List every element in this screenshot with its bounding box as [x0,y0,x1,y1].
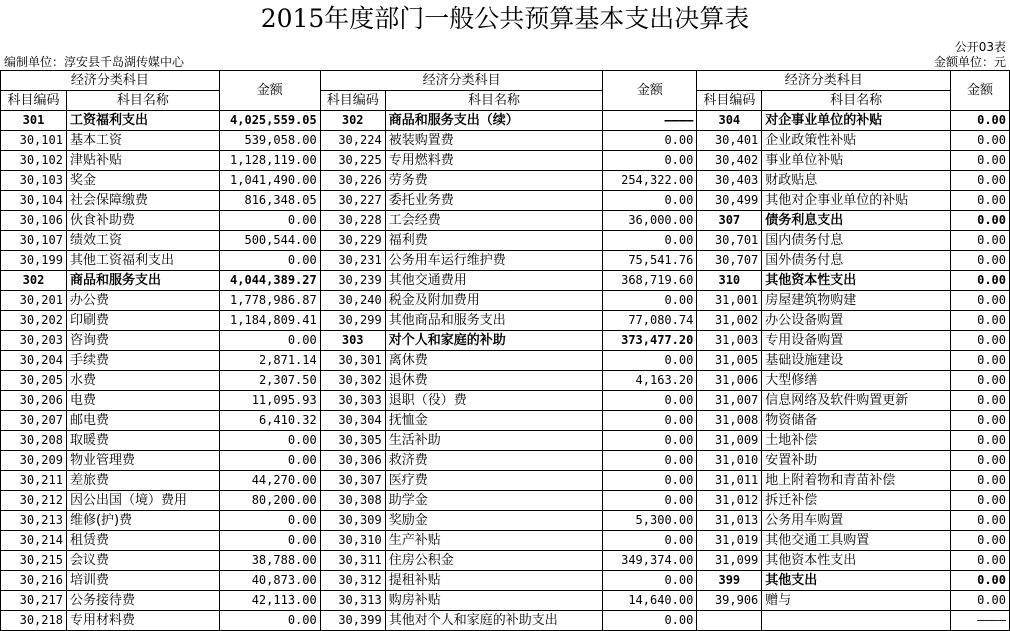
account-code-cell: 30,309 [320,511,385,531]
amount-cell: 0.00 [603,611,697,631]
account-code-cell: 30,302 [320,371,385,391]
account-code-cell: 30,203 [1,331,67,351]
account-code-cell: 31,006 [697,371,762,391]
header-amount-2: 金额 [603,71,697,111]
amount-cell: 0.00 [951,171,1010,191]
amount-cell: 373,477.20 [603,331,697,351]
account-name-cell: 土地补偿 [762,431,951,451]
amount-cell: 0.00 [951,511,1010,531]
account-code-cell: 30,707 [697,251,762,271]
account-name-cell: 企业政策性补贴 [762,131,951,151]
header-code-1: 科目编码 [1,91,67,111]
account-name-cell: 水费 [66,371,219,391]
account-name-cell: 生活补助 [385,431,603,451]
amount-cell: 0.00 [603,131,697,151]
amount-cell: 1,184,809.41 [219,311,320,331]
header-name-2: 科目名称 [385,91,603,111]
amount-cell: 0.00 [219,251,320,271]
amount-cell: 0.00 [951,111,1010,131]
account-code-cell: 30,239 [320,271,385,291]
account-name-cell: 其他交通工具购置 [762,531,951,551]
account-name-cell: 因公出国（境）费用 [66,491,219,511]
table-row [1,151,1010,171]
account-code-cell: 30,103 [1,171,67,191]
amount-cell: 0.00 [603,351,697,371]
amount-cell: ———— [951,611,1010,631]
account-name-cell: 津贴补贴 [66,151,219,171]
header-code-3: 科目编码 [697,91,762,111]
table-row [1,371,1010,391]
amount-cell: 40,873.00 [219,571,320,591]
amount-cell: 0.00 [603,291,697,311]
account-name-cell: 基本工资 [66,131,219,151]
account-name-cell: 事业单位补贴 [762,151,951,171]
account-name-cell: 福利费 [385,231,603,251]
account-code-cell: 30,225 [320,151,385,171]
account-name-cell: 其他对个人和家庭的补助支出 [385,611,603,631]
amount-cell: 0.00 [603,471,697,491]
account-code-cell: 30,208 [1,431,67,451]
amount-cell: 349,374.00 [603,551,697,571]
account-code-cell: 31,011 [697,471,762,491]
amount-cell: 0.00 [951,371,1010,391]
account-code-cell: 30,228 [320,211,385,231]
table-row [1,331,1010,351]
header-category-3: 经济分类科目 [697,71,951,91]
amount-cell: 38,788.00 [219,551,320,571]
amount-cell: 0.00 [951,551,1010,571]
account-code-cell: 31,019 [697,531,762,551]
table-row [1,411,1010,431]
amount-cell: 0.00 [603,231,697,251]
form-number: 公开03表 [954,40,1006,54]
amount-cell: ———— [603,111,697,131]
account-code-cell: 30,299 [320,311,385,331]
account-code-cell: 31,008 [697,411,762,431]
amount-cell: 0.00 [603,571,697,591]
account-code-cell [697,611,762,631]
table-row [1,231,1010,251]
account-name-cell: 办公设备购置 [762,311,951,331]
table-row [1,131,1010,151]
amount-cell: 6,410.32 [219,411,320,431]
amount-cell: 4,044,389.27 [219,271,320,291]
account-code-cell: 30,311 [320,551,385,571]
account-name-cell: 委托业务费 [385,191,603,211]
account-name-cell: 国内债务付息 [762,231,951,251]
table-row [1,271,1010,291]
account-name-cell: 公务接待费 [66,591,219,611]
account-code-cell: 302 [1,271,67,291]
account-name-cell: 退休费 [385,371,603,391]
account-name-cell: 基础设施建设 [762,351,951,371]
account-name-cell: 财政贴息 [762,171,951,191]
account-name-cell: 购房补贴 [385,591,603,611]
amount-cell: 539,058.00 [219,131,320,151]
table-row [1,431,1010,451]
account-name-cell: 差旅费 [66,471,219,491]
amount-cell: 0.00 [951,311,1010,331]
account-name-cell: 其他支出 [762,571,951,591]
amount-cell: 0.00 [603,431,697,451]
account-name-cell: 生产补贴 [385,531,603,551]
amount-cell: 5,300.00 [603,511,697,531]
table-row [1,491,1010,511]
account-code-cell: 30,205 [1,371,67,391]
header-amount-1: 金额 [219,71,320,111]
account-name-cell: 住房公积金 [385,551,603,571]
account-name-cell: 专用燃料费 [385,151,603,171]
account-name-cell: 债务利息支出 [762,211,951,231]
account-name-cell: 离休费 [385,351,603,371]
account-name-cell: 公务用车购置 [762,511,951,531]
amount-cell: 500,544.00 [219,231,320,251]
account-code-cell: 30,227 [320,191,385,211]
amount-cell: 0.00 [951,471,1010,491]
account-name-cell: 提租补贴 [385,571,603,591]
account-code-cell: 30,201 [1,291,67,311]
amount-cell: 0.00 [603,411,697,431]
amount-cell: 0.00 [951,291,1010,311]
amount-cell: 1,128,119.00 [219,151,320,171]
amount-cell: 0.00 [951,571,1010,591]
table-row [1,551,1010,571]
account-code-cell: 30,399 [320,611,385,631]
account-code-cell: 30,301 [320,351,385,371]
account-name-cell: 绩效工资 [66,231,219,251]
table-row [1,191,1010,211]
amount-cell: 0.00 [219,531,320,551]
account-name-cell: 印刷费 [66,311,219,331]
account-code-cell: 30,307 [320,471,385,491]
account-code-cell: 30,403 [697,171,762,191]
account-name-cell: 退职（役）费 [385,391,603,411]
account-code-cell: 30,303 [320,391,385,411]
amount-cell: 1,778,986.87 [219,291,320,311]
header-category-2: 经济分类科目 [320,71,603,91]
account-name-cell: 其他商品和服务支出 [385,311,603,331]
account-name-cell: 房屋建筑物购建 [762,291,951,311]
account-name-cell: 其他交通费用 [385,271,603,291]
account-name-cell: 奖励金 [385,511,603,531]
account-code-cell: 30,312 [320,571,385,591]
amount-cell: 0.00 [219,451,320,471]
amount-cell: 0.00 [951,431,1010,451]
account-name-cell: 取暖费 [66,431,219,451]
amount-cell: 0.00 [951,411,1010,431]
amount-cell: 36,000.00 [603,211,697,231]
account-name-cell: 公务用车运行维护费 [385,251,603,271]
account-name-cell: 邮电费 [66,411,219,431]
amount-cell: 0.00 [951,351,1010,371]
amount-cell: 2,307.50 [219,371,320,391]
account-name-cell: 国外债务付息 [762,251,951,271]
table-row [1,251,1010,271]
account-code-cell: 30,214 [1,531,67,551]
amount-cell: 0.00 [951,151,1010,171]
account-name-cell: 劳务费 [385,171,603,191]
account-name-cell: 商品和服务支出（续） [385,111,603,131]
table-row [1,391,1010,411]
account-name-cell: 拆迁补偿 [762,491,951,511]
account-code-cell: 304 [697,111,762,131]
amount-cell: 0.00 [951,211,1010,231]
amount-cell: 0.00 [219,211,320,231]
account-code-cell: 31,013 [697,511,762,531]
account-name-cell: 助学金 [385,491,603,511]
account-name-cell: 专用设备购置 [762,331,951,351]
account-name-cell: 医疗费 [385,471,603,491]
amount-cell: 368,719.60 [603,271,697,291]
table-row [1,311,1010,331]
account-name-cell: 奖金 [66,171,219,191]
account-name-cell: 手续费 [66,351,219,371]
account-code-cell: 31,002 [697,311,762,331]
currency-unit: 金额单位：元 [933,55,1006,69]
account-code-cell: 30,701 [697,231,762,251]
account-code-cell: 307 [697,211,762,231]
account-code-cell: 30,402 [697,151,762,171]
account-code-cell: 30,216 [1,571,67,591]
account-code-cell: 39,906 [697,591,762,611]
account-name-cell: 工资福利支出 [66,111,219,131]
amount-cell: 816,348.05 [219,191,320,211]
table-row [1,291,1010,311]
amount-cell: 44,270.00 [219,471,320,491]
account-code-cell: 30,224 [320,131,385,151]
account-code-cell: 30,306 [320,451,385,471]
amount-cell: 77,080.74 [603,311,697,331]
amount-cell: 0.00 [603,491,697,511]
account-code-cell: 31,007 [697,391,762,411]
account-name-cell [762,611,951,631]
amount-cell: 14,640.00 [603,591,697,611]
amount-cell: 0.00 [951,591,1010,611]
account-name-cell: 租赁费 [66,531,219,551]
account-name-cell: 社会保障缴费 [66,191,219,211]
account-code-cell: 30,107 [1,231,67,251]
table-row [1,531,1010,551]
account-code-cell: 31,005 [697,351,762,371]
account-code-cell: 30,204 [1,351,67,371]
account-code-cell: 30,226 [320,171,385,191]
account-name-cell: 赠与 [762,591,951,611]
amount-cell: 0.00 [219,611,320,631]
account-code-cell: 30,104 [1,191,67,211]
amount-cell: 0.00 [951,231,1010,251]
amount-cell: 254,322.00 [603,171,697,191]
account-code-cell: 31,009 [697,431,762,451]
amount-cell: 42,113.00 [219,591,320,611]
account-name-cell: 维修(护)费 [66,511,219,531]
account-name-cell: 其他对企事业单位的补贴 [762,191,951,211]
amount-cell: 80,200.00 [219,491,320,511]
account-code-cell: 30,106 [1,211,67,231]
amount-cell: 0.00 [603,531,697,551]
account-code-cell: 310 [697,271,762,291]
account-name-cell: 其他资本性支出 [762,551,951,571]
header-name-1: 科目名称 [66,91,219,111]
account-name-cell: 大型修缮 [762,371,951,391]
account-name-cell: 其他工资福利支出 [66,251,219,271]
amount-cell: 0.00 [219,331,320,351]
account-code-cell: 30,499 [697,191,762,211]
account-code-cell: 399 [697,571,762,591]
account-code-cell: 30,240 [320,291,385,311]
header-name-3: 科目名称 [762,91,951,111]
amount-cell: 0.00 [603,451,697,471]
amount-cell: 0.00 [951,271,1010,291]
amount-cell: 0.00 [603,391,697,411]
account-code-cell: 30,101 [1,131,67,151]
account-code-cell: 30,213 [1,511,67,531]
account-code-cell: 30,231 [320,251,385,271]
account-name-cell: 工会经费 [385,211,603,231]
table-row [1,611,1010,631]
account-code-cell: 30,304 [320,411,385,431]
account-code-cell: 31,001 [697,291,762,311]
header-amount-3: 金额 [951,71,1010,111]
amount-cell: 0.00 [951,331,1010,351]
table-row [1,171,1010,191]
account-code-cell: 30,202 [1,311,67,331]
account-name-cell: 安置补助 [762,451,951,471]
account-name-cell: 咨询费 [66,331,219,351]
amount-cell: 0.00 [603,151,697,171]
amount-cell: 1,041,490.00 [219,171,320,191]
account-code-cell: 30,199 [1,251,67,271]
account-code-cell: 30,217 [1,591,67,611]
amount-cell: 0.00 [951,531,1010,551]
page-title: 2015年度部门一般公共预算基本支出决算表 [260,4,750,33]
account-name-cell: 物资储备 [762,411,951,431]
account-name-cell: 对企事业单位的补贴 [762,111,951,131]
amount-cell: 11,095.93 [219,391,320,411]
account-code-cell: 30,308 [320,491,385,511]
amount-cell: 0.00 [951,391,1010,411]
account-code-cell: 30,305 [320,431,385,451]
account-code-cell: 30,218 [1,611,67,631]
account-name-cell: 伙食补助费 [66,211,219,231]
account-name-cell: 电费 [66,391,219,411]
account-name-cell: 会议费 [66,551,219,571]
table-row [1,111,1010,131]
amount-cell: 4,025,559.05 [219,111,320,131]
amount-cell: 0.00 [951,131,1010,151]
account-code-cell: 30,215 [1,551,67,571]
account-name-cell: 地上附着物和青苗补偿 [762,471,951,491]
account-name-cell: 其他资本性支出 [762,271,951,291]
account-name-cell: 商品和服务支出 [66,271,219,291]
header-code-2: 科目编码 [320,91,385,111]
table-row [1,591,1010,611]
account-name-cell: 专用材料费 [66,611,219,631]
account-name-cell: 培训费 [66,571,219,591]
account-code-cell: 30,207 [1,411,67,431]
account-code-cell: 31,003 [697,331,762,351]
table-row [1,451,1010,471]
amount-cell: 4,163.20 [603,371,697,391]
account-code-cell: 301 [1,111,67,131]
account-name-cell: 信息网络及软件购置更新 [762,391,951,411]
table-row [1,571,1010,591]
table-row [1,211,1010,231]
account-name-cell: 税金及附加费用 [385,291,603,311]
account-name-cell: 抚恤金 [385,411,603,431]
account-code-cell: 30,310 [320,531,385,551]
account-code-cell: 31,099 [697,551,762,571]
table-row [1,511,1010,531]
account-name-cell: 对个人和家庭的补助 [385,331,603,351]
account-name-cell: 救济费 [385,451,603,471]
account-code-cell: 30,209 [1,451,67,471]
header-category-1: 经济分类科目 [1,71,220,91]
account-name-cell: 办公费 [66,291,219,311]
account-code-cell: 30,401 [697,131,762,151]
account-code-cell: 30,102 [1,151,67,171]
amount-cell: 0.00 [219,511,320,531]
account-code-cell: 30,211 [1,471,67,491]
account-code-cell: 31,012 [697,491,762,511]
table-row [1,351,1010,371]
account-code-cell: 30,229 [320,231,385,251]
amount-cell: 0.00 [951,491,1010,511]
account-code-cell: 30,313 [320,591,385,611]
amount-cell: 0.00 [603,191,697,211]
account-name-cell: 物业管理费 [66,451,219,471]
account-code-cell: 31,010 [697,451,762,471]
amount-cell: 0.00 [951,251,1010,271]
account-code-cell: 303 [320,331,385,351]
amount-cell: 0.00 [951,451,1010,471]
amount-cell: 0.00 [219,431,320,451]
account-code-cell: 30,212 [1,491,67,511]
table-row [1,471,1010,491]
amount-cell: 75,541.76 [603,251,697,271]
compiling-unit: 编制单位：淳安县千岛湖传媒中心 [4,55,185,69]
account-name-cell: 被装购置费 [385,131,603,151]
amount-cell: 2,871.14 [219,351,320,371]
amount-cell: 0.00 [951,191,1010,211]
account-code-cell: 302 [320,111,385,131]
account-code-cell: 30,206 [1,391,67,411]
expenditure-table [0,70,1010,631]
